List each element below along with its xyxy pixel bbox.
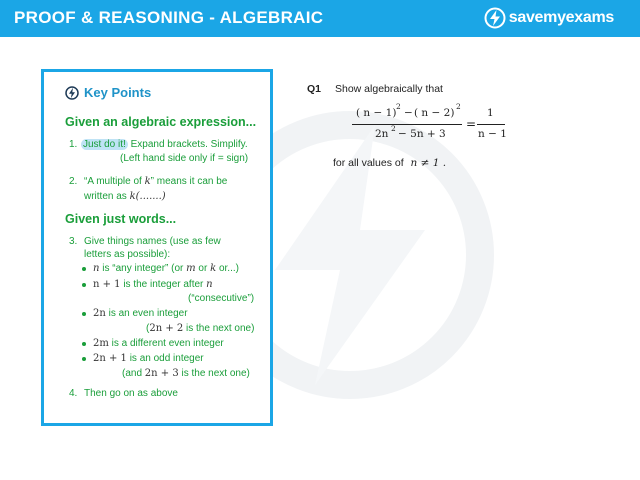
item-4-number: 4. bbox=[69, 388, 78, 399]
key-points-card bbox=[41, 69, 273, 426]
expr-2m: 2m bbox=[93, 338, 109, 349]
item-1-number: 1. bbox=[69, 139, 78, 150]
bullet-dot bbox=[82, 312, 86, 316]
key-points-header bbox=[65, 85, 151, 100]
lhs-fraction-bar bbox=[352, 124, 462, 125]
bullet-dot bbox=[82, 267, 86, 271]
b5-note: is the next one) bbox=[181, 368, 250, 379]
item-2-text-a: “A multiple of bbox=[84, 176, 142, 187]
b1-or: or bbox=[198, 263, 208, 274]
expr-2n: 2n bbox=[93, 308, 106, 319]
brand-name: savemyexams bbox=[508, 9, 614, 26]
var-n: n bbox=[93, 263, 100, 274]
bullet-dot bbox=[82, 342, 86, 346]
rhs-denominator: n − 1 bbox=[478, 128, 507, 140]
var-m: m bbox=[186, 263, 196, 274]
condition-line bbox=[333, 157, 446, 169]
lhs-numerator-exp-1: 2 bbox=[396, 102, 401, 111]
rhs-numerator: 1 bbox=[487, 107, 494, 119]
lhs-numerator-exp-2: 2 bbox=[456, 102, 461, 111]
brand-logo[interactable] bbox=[484, 7, 614, 29]
bullet-consecutive-note: (“consecutive”) bbox=[188, 293, 255, 304]
b3-text: is an even integer bbox=[108, 308, 188, 319]
question-text: Show algebraically that bbox=[335, 83, 443, 95]
bullet-consecutive bbox=[93, 278, 213, 291]
b5-open: (and bbox=[122, 368, 143, 379]
item-2-number: 2. bbox=[69, 176, 78, 187]
equals-sign: = bbox=[466, 117, 477, 131]
b3-note: is the next one) bbox=[186, 323, 255, 334]
lhs-denominator-term-1: 2n bbox=[375, 128, 389, 140]
expr-n-plus-1: n + 1 bbox=[93, 279, 121, 290]
condition-text: for all values of bbox=[333, 157, 404, 169]
key-points-title: Key Points bbox=[84, 85, 152, 100]
b2-text: is the integer after bbox=[123, 279, 204, 290]
lhs-denominator-term-2: − 5n + 3 bbox=[398, 128, 446, 140]
lhs-denominator-exp: 2 bbox=[391, 124, 396, 133]
item-2-var: k bbox=[144, 176, 151, 187]
var-n: n bbox=[206, 279, 213, 290]
expr-2n-plus-1: 2n + 1 bbox=[93, 353, 127, 364]
bullet-even bbox=[93, 307, 188, 320]
b1-text-a: is “any integer” (or bbox=[102, 263, 184, 274]
bullet-odd bbox=[93, 352, 204, 365]
item-1-text: Expand brackets. Simplify. bbox=[130, 139, 248, 150]
question-label: Q1 bbox=[307, 83, 322, 95]
lightning-bolt-icon bbox=[65, 86, 79, 100]
expr-2n-plus-2: 2n + 2 bbox=[149, 323, 184, 334]
bullet-dot bbox=[82, 357, 86, 361]
item-3-line-2: letters as possible): bbox=[84, 249, 171, 260]
item-1-note: (Left hand side only if = sign) bbox=[120, 153, 249, 164]
item-2-text-b: ” means it can be bbox=[150, 176, 228, 187]
var-k: k bbox=[210, 263, 217, 274]
item-2-text-c: written as bbox=[84, 191, 127, 202]
condition-expr: n ≠ 1 . bbox=[410, 157, 447, 169]
page-title: PROOF & REASONING - ALGEBRAIC bbox=[14, 8, 324, 27]
item-3-number: 3. bbox=[69, 236, 78, 247]
bullet-dot bbox=[82, 283, 86, 287]
bullet-different-even bbox=[93, 337, 224, 350]
b1-text-b: or...) bbox=[218, 263, 239, 274]
item-3-line-1: Give things names (use as few bbox=[84, 236, 221, 247]
rhs-fraction-bar bbox=[477, 124, 505, 125]
b3-open: ( bbox=[146, 323, 150, 334]
header-bar bbox=[0, 0, 640, 37]
item-1-line bbox=[81, 138, 248, 151]
item-4-text: Then go on as above bbox=[84, 388, 178, 399]
expr-2n-plus-3: 2n + 3 bbox=[144, 368, 179, 379]
lhs-numerator-minus: − bbox=[404, 107, 413, 119]
b4-text: is a different even integer bbox=[111, 338, 224, 349]
bullet-any-integer bbox=[93, 262, 239, 275]
bullet-even-note bbox=[146, 322, 254, 335]
item-2-line-2 bbox=[84, 190, 166, 203]
section-heading-expression: Given an algebraic expression... bbox=[65, 115, 257, 129]
b5-text: is an odd integer bbox=[129, 353, 204, 364]
lhs-numerator-term-1: ( n − 1) bbox=[356, 107, 397, 119]
lhs-numerator-term-2: ( n − 2) bbox=[414, 107, 455, 119]
lightning-bolt-icon bbox=[484, 7, 506, 29]
item-1-highlight: Just do it! bbox=[83, 139, 126, 150]
item-2-line-1 bbox=[84, 175, 227, 188]
bullet-odd-note bbox=[122, 367, 250, 380]
section-heading-words: Given just words... bbox=[65, 212, 177, 226]
item-2-expr: k(.......) bbox=[129, 191, 166, 202]
